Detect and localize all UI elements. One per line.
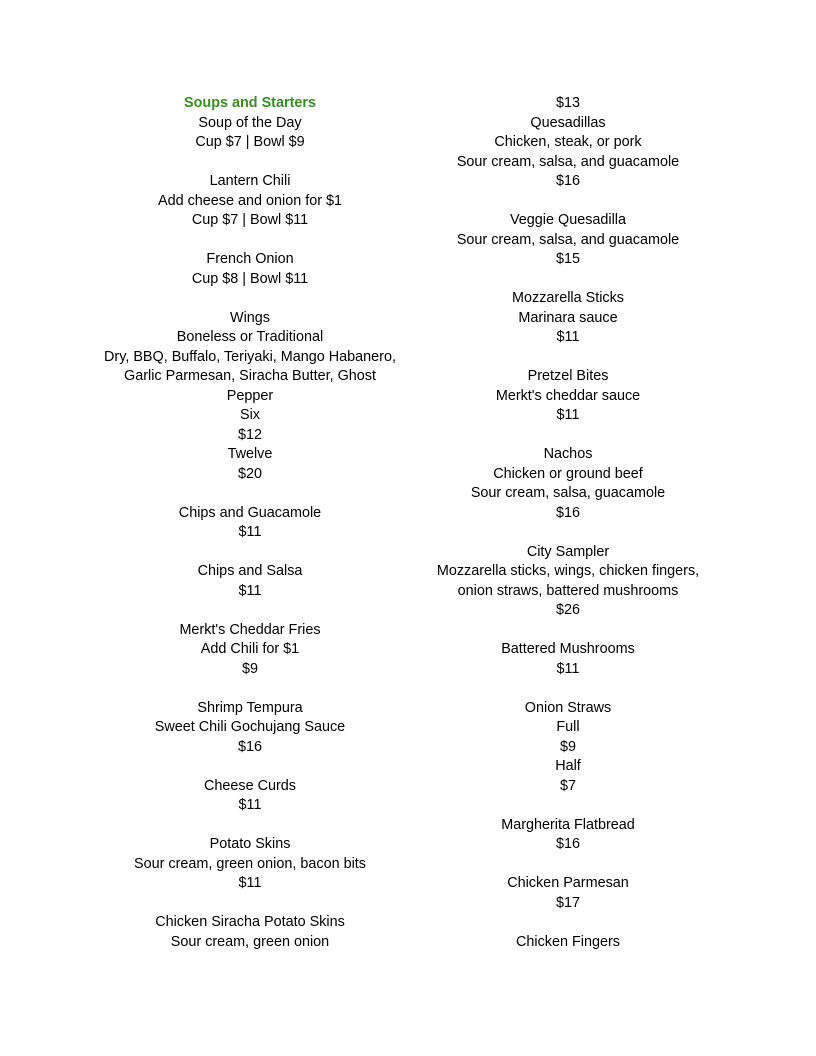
menu-item-line: $16 — [555, 504, 580, 521]
menu-item-line-first: Wings — [230, 309, 270, 326]
menu-item-line-first: Mozzarella Sticks — [512, 290, 624, 306]
menu-item — [418, 289, 718, 348]
menu-item — [85, 913, 415, 952]
menu-item-line: onion straws, battered mushrooms — [457, 582, 679, 599]
menu-item-line: $12 — [237, 426, 262, 443]
menu-item-line: $20 — [237, 465, 262, 482]
menu-item-line-first: Margherita Flatbread — [501, 816, 635, 833]
menu-item-line: $11 — [238, 524, 262, 540]
menu-item-line-first: French Onion — [206, 251, 294, 267]
menu-item — [418, 114, 718, 192]
menu-item-line: $17 — [555, 894, 580, 911]
menu-item-line-first: Chips and Salsa — [197, 563, 303, 579]
menu-item-line: Add cheese and onion for $1 — [157, 192, 343, 209]
menu-item-line: Chicken or ground beef — [493, 465, 643, 482]
menu-item-line: $11 — [238, 582, 262, 599]
menu-item-line-first: Soup of the Day — [198, 114, 302, 131]
menu-item-line: $26 — [555, 602, 580, 618]
menu-item-line: $11 — [238, 875, 262, 891]
menu-item — [418, 211, 718, 270]
menu-item-line: Six — [240, 407, 260, 423]
menu-item-line-first: Pretzel Bites — [527, 368, 609, 384]
menu-item-line-first: Cheese Curds — [204, 777, 296, 794]
menu-item-line: $7 — [559, 777, 576, 794]
menu-item-line: $9 — [559, 738, 576, 755]
menu-item-line-first: Veggie Quesadilla — [509, 212, 626, 228]
menu-item-line-first: Chicken Parmesan — [507, 875, 629, 891]
section-heading: Soups and Starters — [184, 95, 316, 111]
menu-item-line: Pepper — [226, 387, 274, 404]
menu-item — [418, 640, 718, 679]
menu-item — [85, 250, 415, 289]
menu-item-line: Twelve — [227, 446, 273, 462]
menu-item — [85, 309, 415, 485]
menu-item — [418, 874, 718, 913]
menu-item — [418, 445, 718, 523]
menu-column-right — [418, 94, 718, 972]
menu-item — [418, 94, 718, 114]
menu-item — [418, 933, 718, 953]
menu-item — [85, 172, 415, 231]
menu-item — [85, 835, 415, 894]
menu-item-line: Cup $8 | Bowl $11 — [191, 270, 309, 287]
menu-item-line-first: Chicken Fingers — [516, 933, 620, 950]
menu-item-line: Sweet Chili Gochujang Sauce — [154, 719, 346, 735]
menu-item-line: $11 — [556, 407, 580, 423]
menu-item-line: Cup $7 | Bowl $11 — [191, 212, 309, 228]
menu-item-line: $15 — [555, 251, 580, 267]
menu-item-line-first: Nachos — [543, 446, 593, 462]
menu-item-line: Dry, BBQ, Buffalo, Teriyaki, Mango Habanero, — [104, 348, 396, 365]
menu-item-line: Half — [555, 758, 581, 774]
menu-item-line: $16 — [237, 738, 262, 755]
menu-item-line: Marinara sauce — [518, 309, 618, 326]
menu-item — [85, 504, 415, 543]
menu-item — [85, 114, 415, 153]
menu-item-line-first: Onion Straws — [524, 699, 612, 716]
menu-item-line: Sour cream, green onion, bacon bits — [134, 855, 366, 872]
menu-item-line: Boneless or Traditional — [176, 329, 324, 345]
menu-item-line: $11 — [556, 329, 580, 345]
menu-item-line-first: Battered Mushrooms — [501, 641, 635, 657]
menu-item-line-first: $13 — [555, 95, 580, 111]
menu-item-line-first: City Sampler — [526, 543, 610, 560]
menu-column-left — [85, 94, 415, 972]
menu-item-line: Sour cream, green onion — [170, 933, 330, 950]
menu-item-line: Merkt's cheddar sauce — [495, 387, 641, 404]
menu-item-line: Sour cream, salsa, and guacamole — [456, 153, 680, 170]
menu-item-line: Add Chili for $1 — [200, 641, 300, 657]
menu-item-line: $16 — [555, 173, 580, 189]
menu-item-line: Cup $7 | Bowl $9 — [195, 134, 305, 150]
menu-item-line: Garlic Parmesan, Siracha Butter, Ghost — [124, 368, 376, 384]
menu-item — [85, 621, 415, 680]
menu-item-line: Full — [556, 719, 580, 735]
menu-item-line-first: Lantern Chili — [209, 173, 291, 189]
menu-item-line-first: Chicken Siracha Potato Skins — [155, 914, 345, 930]
menu-item-line-first: Chips and Guacamole — [178, 504, 322, 521]
menu-item — [418, 816, 718, 855]
menu-item-line: $16 — [555, 836, 580, 852]
menu-item-line: $11 — [556, 660, 580, 677]
menu-item-line: $9 — [241, 660, 258, 677]
menu-item — [418, 699, 718, 797]
menu-item-line-first: Shrimp Tempura — [197, 699, 303, 716]
menu-item-line-first: Merkt's Cheddar Fries — [179, 621, 321, 638]
right-items-list — [418, 94, 718, 952]
menu-item-line: Chicken, steak, or pork — [494, 134, 642, 150]
menu-item-line: Sour cream, salsa, and guacamole — [456, 231, 680, 248]
menu-item — [85, 699, 415, 758]
menu-item — [418, 367, 718, 426]
menu-item-line: Sour cream, salsa, guacamole — [470, 485, 666, 501]
menu-item-line-first: Potato Skins — [209, 836, 291, 852]
menu-item-line: Mozzarella sticks, wings, chicken fingers, — [436, 563, 700, 579]
menu-item-line-first: Quesadillas — [530, 114, 606, 131]
menu-item — [85, 777, 415, 816]
menu-item-line: $11 — [238, 797, 262, 813]
menu-item — [418, 543, 718, 621]
menu-item — [85, 562, 415, 601]
left-items-list — [85, 114, 415, 953]
